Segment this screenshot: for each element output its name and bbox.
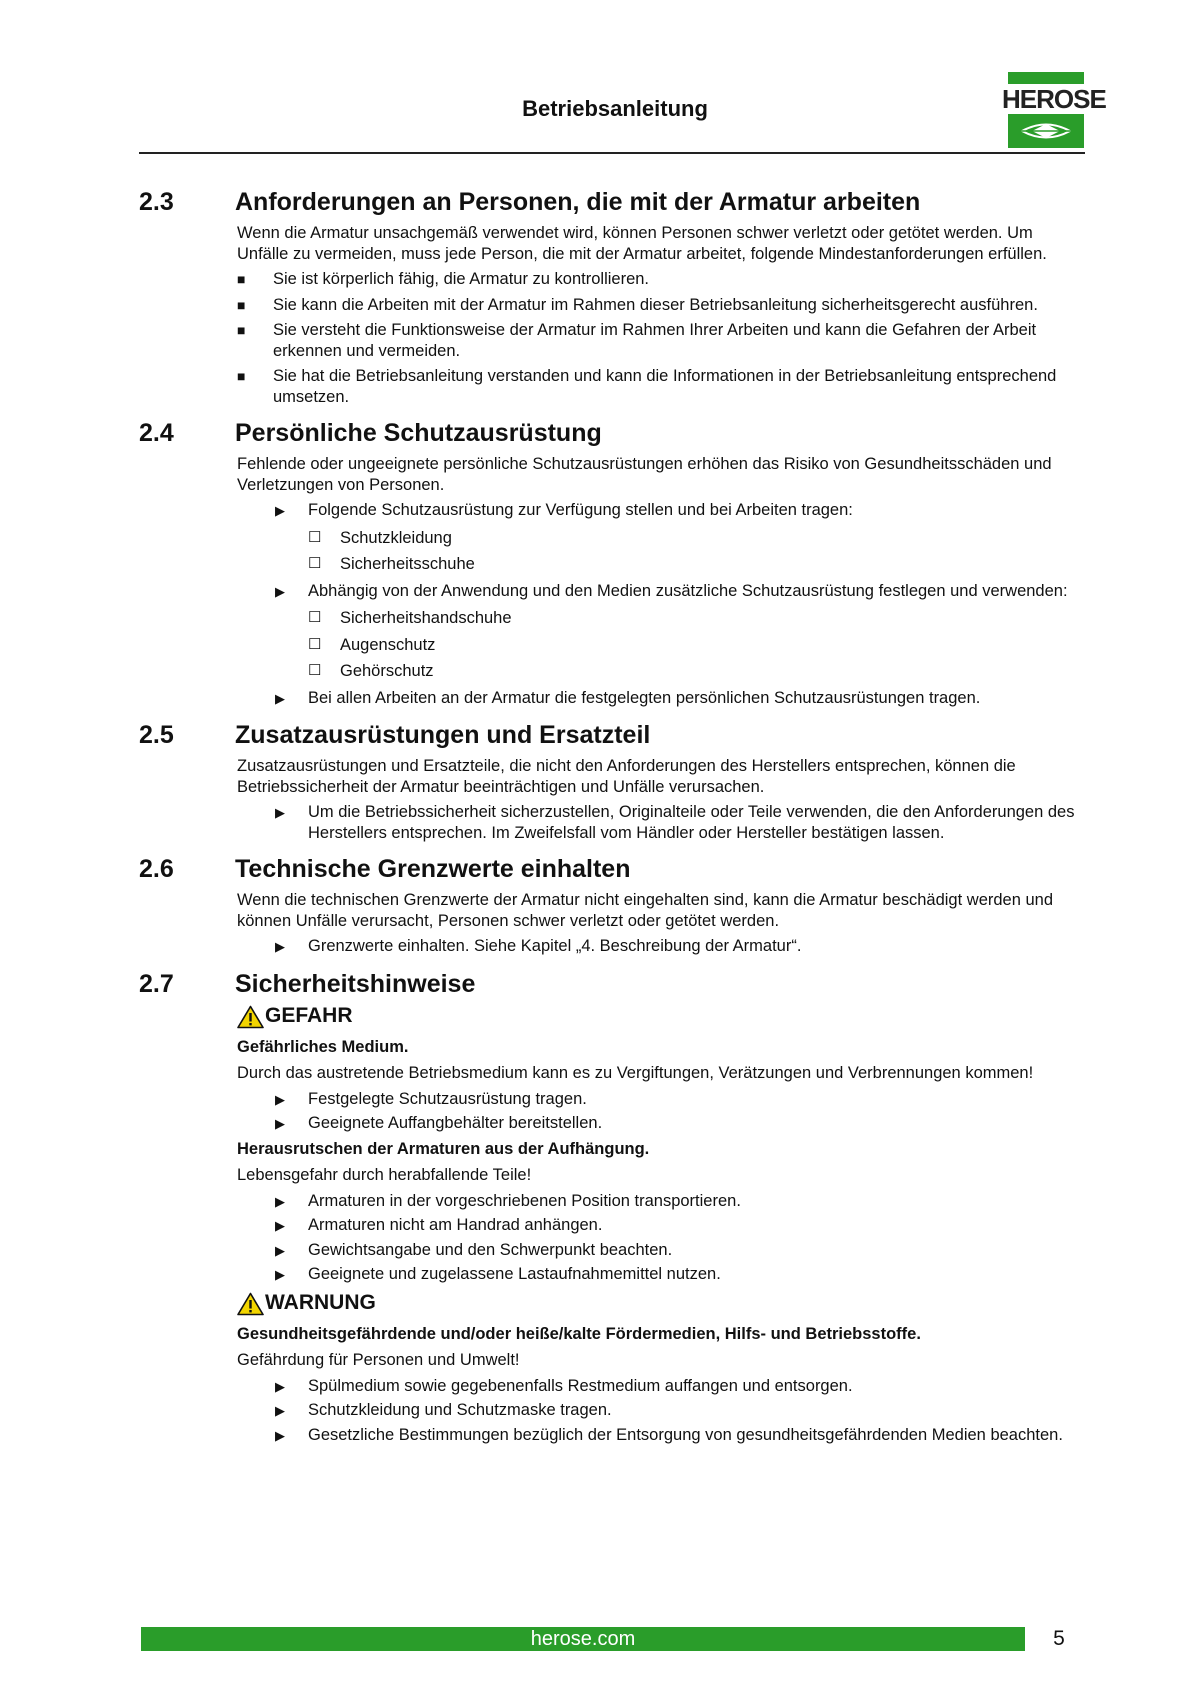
- danger-label: GEFAHR: [265, 1004, 353, 1028]
- list-item: ▶ Geeignete und zugelassene Lastaufnahmemittel nutzen.: [275, 1264, 1085, 1286]
- instruction-list: [275, 1089, 1085, 1135]
- warning-triangle-icon: [237, 1292, 264, 1316]
- list-item: ☐ Schutzkleidung: [308, 528, 452, 547]
- arrow-bullet-icon: ▶: [275, 690, 285, 706]
- list-item: ■ Sie hat die Betriebsanleitung verstanden und kann die Informationen in der Betriebsanleitung entsprechend umsetzen.: [237, 367, 1057, 406]
- list-item: ■ Sie ist körperlich fähig, die Armatur zu kontrollieren.: [237, 270, 650, 288]
- hazard-text: Lebensgefahr durch herabfallende Teile!: [237, 1166, 532, 1184]
- square-bullet-icon: ■: [237, 368, 246, 384]
- section-number: 2.5: [139, 721, 174, 749]
- logo-text: HEROSE: [1002, 84, 1106, 114]
- section-title: Zusatzausrüstungen und Ersatzteil: [235, 721, 651, 749]
- square-bullet-icon: ■: [237, 271, 246, 287]
- square-bullet-icon: ■: [237, 296, 246, 313]
- section-intro: Fehlende oder ungeeignete persönliche Schutzausrüstungen erhöhen das Risiko von Gesundheitsschäden und Verletzungen von Personen.: [237, 455, 1052, 494]
- section-2-4: [139, 419, 1085, 709]
- list-item: ▶ Schutzkleidung und Schutzmaske tragen.: [275, 1400, 1085, 1422]
- footer-url[interactable]: herose.com: [141, 1627, 1025, 1651]
- instruction-list: [275, 1191, 1085, 1286]
- arrow-bullet-icon: ▶: [275, 1427, 285, 1443]
- arrow-bullet-icon: ▶: [275, 805, 285, 820]
- section-title: Technische Grenzwerte einhalten: [235, 855, 631, 883]
- list-item: ▶ Armaturen in der vorgeschriebenen Position transportieren.: [275, 1191, 1085, 1213]
- arrow-bullet-icon: ▶: [275, 1242, 285, 1258]
- list-item: ▶ Gesetzliche Bestimmungen bezüglich der Entsorgung von gesundheitsgefährdenden Medien beachten.: [275, 1425, 1085, 1447]
- checkbox-bullet-icon: ☐: [308, 528, 322, 546]
- hazard-heading: Herausrutschen der Armaturen aus der Aufhängung.: [237, 1139, 650, 1158]
- list-item: ☐ Sicherheitshandschuhe: [308, 609, 512, 627]
- list-item: ▶ Festgelegte Schutzausrüstung tragen.: [275, 1089, 1085, 1111]
- requirements-list: [237, 269, 1085, 407]
- hazard-text: Gefährdung für Personen und Umwelt!: [237, 1351, 520, 1369]
- section-2-5: [139, 721, 1085, 843]
- warning-triangle-icon: [237, 1005, 264, 1029]
- hazard-heading: Gefährliches Medium.: [237, 1037, 409, 1056]
- logo-top-bar: [1008, 72, 1084, 84]
- section-number: 2.3: [139, 188, 174, 216]
- list-item: ■ Sie versteht die Funktionsweise der Armatur im Rahmen Ihrer Arbeiten und kann die Gefahren der Arbeit erkennen und vermeiden.: [237, 321, 1037, 360]
- arrow-bullet-icon: ▶: [275, 503, 285, 518]
- list-item: ■ Sie kann die Arbeiten mit der Armatur im Rahmen dieser Betriebsanleitung sicherheitsgerecht ausführen.: [237, 295, 1038, 314]
- arrow-bullet-icon: ▶: [275, 1091, 285, 1107]
- section-intro: Zusatzausrüstungen und Ersatzteile, die nicht den Anforderungen des Herstellers entsprechen, können die Betriebssicherheit der Armatur beeinträchtigen und Unfälle verursachen.: [237, 757, 1016, 796]
- section-intro: Wenn die Armatur unsachgemäß verwendet wird, können Personen schwer verletzt oder getötet werden. Um Unfälle zu vermeiden, muss jede Person, die mit der Armatur arbeitet, folgende Mindestanforderungen erfüllen.: [237, 224, 1047, 263]
- section-2-7: [139, 970, 1085, 1447]
- content: [139, 188, 1085, 1458]
- list-item: ▶ Gewichtsangabe und den Schwerpunkt beachten.: [275, 1240, 1085, 1262]
- arrow-bullet-icon: ▶: [275, 1218, 285, 1233]
- section-title: Anforderungen an Personen, die mit der Armatur arbeiten: [235, 188, 921, 216]
- warning-label: WARNUNG: [265, 1291, 376, 1315]
- section-number: 2.4: [139, 419, 174, 447]
- list-item: ▶ Geeignete Auffangbehälter bereitstellen.: [275, 1113, 1085, 1135]
- arrow-bullet-icon: ▶: [275, 939, 285, 954]
- section-intro: Wenn die technischen Grenzwerte der Armatur nicht eingehalten sind, kann die Armatur beschädigt werden und können Unfälle verursacht, Personen schwer verletzt oder getötet werden.: [237, 891, 1054, 930]
- list-item: ☐ Gehörschutz: [308, 662, 434, 680]
- square-bullet-icon: ■: [237, 322, 246, 338]
- checkbox-bullet-icon: ☐: [308, 635, 322, 653]
- hazard-heading: Gesundheitsgefährdende und/oder heiße/kalte Fördermedien, Hilfs- und Betriebsstoffe.: [237, 1324, 921, 1343]
- instruction-list: [275, 1376, 1085, 1447]
- logo-emblem: [1008, 114, 1084, 148]
- instruction-list: [275, 802, 1085, 843]
- section-title: Sicherheitshinweise: [235, 969, 476, 998]
- arrow-bullet-icon: ▶: [275, 1403, 285, 1418]
- list-item: ▶ Armaturen nicht am Handrad anhängen.: [275, 1215, 1085, 1237]
- section-2-3: [139, 188, 1085, 407]
- section-title: Persönliche Schutzausrüstung: [235, 419, 602, 447]
- danger-heading: [237, 1005, 1085, 1029]
- section-number: 2.7: [139, 969, 174, 998]
- page-number: 5: [1053, 1627, 1065, 1650]
- hazard-text: Durch das austretende Betriebsmedium kann es zu Vergiftungen, Verätzungen und Verbrennungen kommen!: [237, 1064, 1034, 1082]
- instruction-list: [275, 936, 1085, 958]
- list-item: ▶ Um die Betriebssicherheit sicherzustellen, Originalteile oder Teile verwenden, die den Anforderungen des Herstellers entsprechen. Im Zweifelsfall vom Händler oder Hersteller bestätigen lassen.: [275, 803, 1075, 842]
- arrow-bullet-icon: ▶: [275, 1267, 285, 1282]
- document-title: Betriebsanleitung: [522, 96, 708, 121]
- list-item: ▶ Grenzwerte einhalten. Siehe Kapitel „4. Beschreibung der Armatur“.: [275, 936, 1085, 958]
- logo-emblem-icon: [1008, 114, 1084, 148]
- equipment-list: [308, 528, 1085, 575]
- list-item: ☐ Augenschutz: [308, 635, 436, 654]
- section-number: 2.6: [139, 855, 174, 883]
- checkbox-bullet-icon: ☐: [308, 555, 322, 572]
- list-item: ☐ Sicherheitsschuhe: [308, 555, 475, 573]
- arrow-bullet-icon: ▶: [275, 1193, 285, 1209]
- list-item: ▶ Bei allen Arbeiten an der Armatur die festgelegten persönlichen Schutzausrüstungen tragen.: [275, 688, 1085, 710]
- herose-logo: [1002, 72, 1106, 148]
- warning-heading: [237, 1292, 1085, 1316]
- arrow-bullet-icon: ▶: [275, 1116, 285, 1131]
- section-2-6: [139, 855, 1085, 958]
- arrow-bullet-icon: ▶: [275, 583, 285, 599]
- arrow-bullet-icon: ▶: [275, 1378, 285, 1394]
- checkbox-bullet-icon: ☐: [308, 609, 322, 626]
- list-item: ▶ Abhängig von der Anwendung und den Medien zusätzliche Schutzausrüstung festlegen und verwenden: ☐ Sicherheitshandschuhe ☐ Augenschutz ☐ Gehörschutz: [275, 581, 1085, 682]
- list-item: ▶ Spülmedium sowie gegebenenfalls Restmedium auffangen und entsorgen.: [275, 1376, 1085, 1398]
- list-item: ▶ Folgende Schutzausrüstung zur Verfügung stellen und bei Arbeiten tragen: ☐ Schutzkleidung ☐ Sicherheitsschuhe: [275, 500, 1085, 575]
- instruction-list: [275, 500, 1085, 709]
- equipment-list: [308, 608, 1085, 682]
- header-divider: [139, 152, 1085, 154]
- checkbox-bullet-icon: ☐: [308, 662, 322, 679]
